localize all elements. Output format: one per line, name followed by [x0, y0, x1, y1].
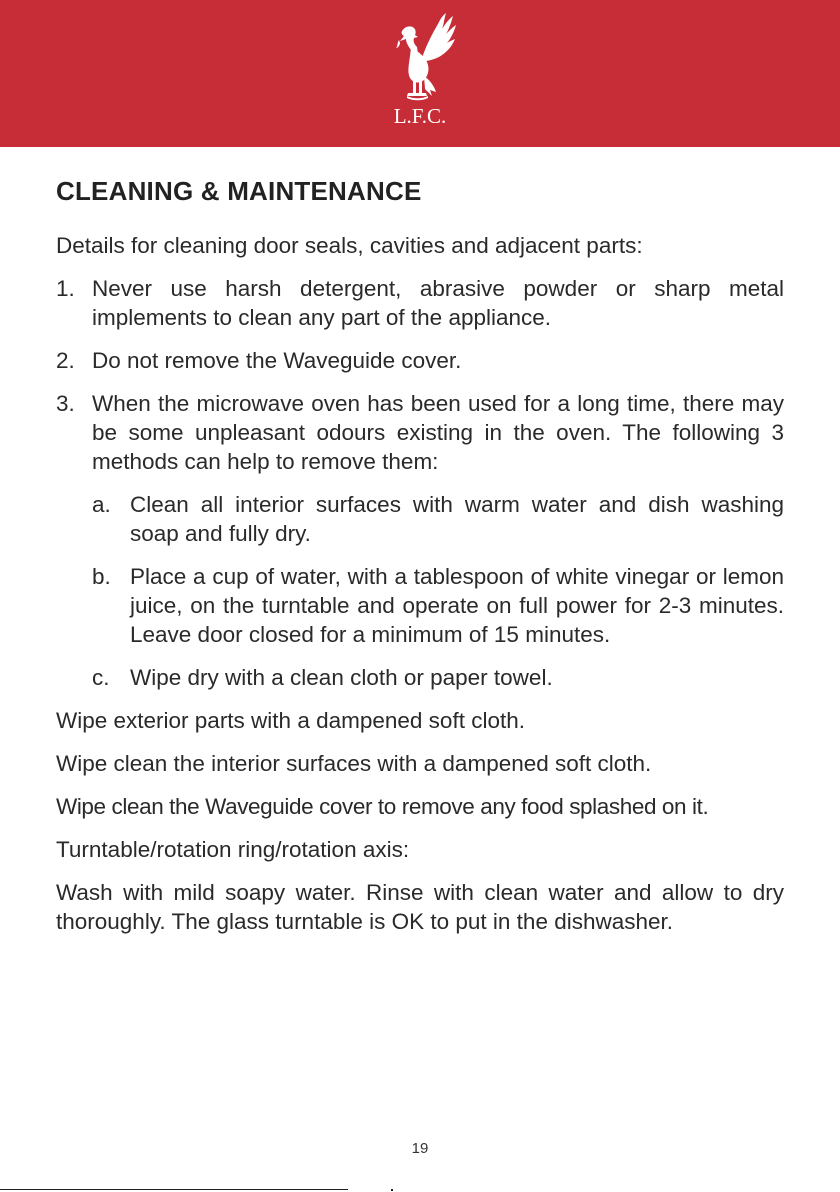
sub-list-item-text: Wipe dry with a clean cloth or paper towel.: [130, 665, 553, 690]
liver-bird-icon: [378, 10, 462, 106]
sub-list-item: [92, 562, 784, 649]
list-item: [56, 274, 784, 332]
sub-list-item-text: Clean all interior surfaces with warm water and dish washing soap and fully dry.: [130, 492, 784, 546]
page-number: 19: [411, 1140, 429, 1157]
list-marker: 3.: [56, 391, 75, 416]
sub-list-item: [92, 663, 784, 692]
waveguide-cleaning-text: Wipe clean the Waveguide cover to remove any food splashed on it.: [56, 794, 709, 819]
sub-list-item-text: Place a cup of water, with a tablespoon of white vinegar or lemon juice, on the turntable and operate on full power for 2-3 minutes. Leave door closed for a minimum of 15 minutes.: [130, 564, 784, 647]
list-item-text: Do not remove the Waveguide cover.: [92, 348, 462, 373]
list-item: [56, 389, 784, 692]
turntable-heading: Turntable/rotation ring/rotation axis:: [56, 837, 410, 862]
footer-divider: [0, 1189, 348, 1190]
interior-cleaning-text: Wipe clean the interior surfaces with a dampened soft cloth.: [56, 751, 652, 776]
odour-methods-list: [92, 490, 784, 692]
club-crest: [378, 10, 462, 138]
cleaning-steps-list: [56, 274, 784, 692]
list-item: [56, 346, 784, 375]
sub-list-marker: b.: [92, 564, 111, 589]
intro-text: Details for cleaning door seals, cavities and adjacent parts:: [56, 233, 643, 258]
footer-mark: [391, 1189, 393, 1191]
list-item-text: Never use harsh detergent, abrasive powder or sharp metal implements to clean any part of the appliance.: [92, 276, 784, 330]
page-content: [56, 176, 784, 950]
sub-list-marker: a.: [92, 492, 111, 517]
exterior-cleaning-text: Wipe exterior parts with a dampened soft cloth.: [56, 708, 525, 733]
page-title: CLEANING & MAINTENANCE: [56, 176, 422, 206]
list-item-text: When the microwave oven has been used for a long time, there may be some unpleasant odours existing in the oven. The following 3 methods can help to remove them:: [92, 391, 784, 474]
turntable-cleaning-text: Wash with mild soapy water. Rinse with clean water and allow to dry thoroughly. The glass turntable is OK to put in the dishwasher.: [56, 880, 784, 934]
sub-list-item: [92, 490, 784, 548]
brand-header: [0, 0, 840, 147]
sub-list-marker: c.: [92, 665, 110, 690]
list-marker: 2.: [56, 348, 75, 373]
list-marker: 1.: [56, 276, 75, 301]
logo-text: L.F.C.: [393, 104, 447, 128]
